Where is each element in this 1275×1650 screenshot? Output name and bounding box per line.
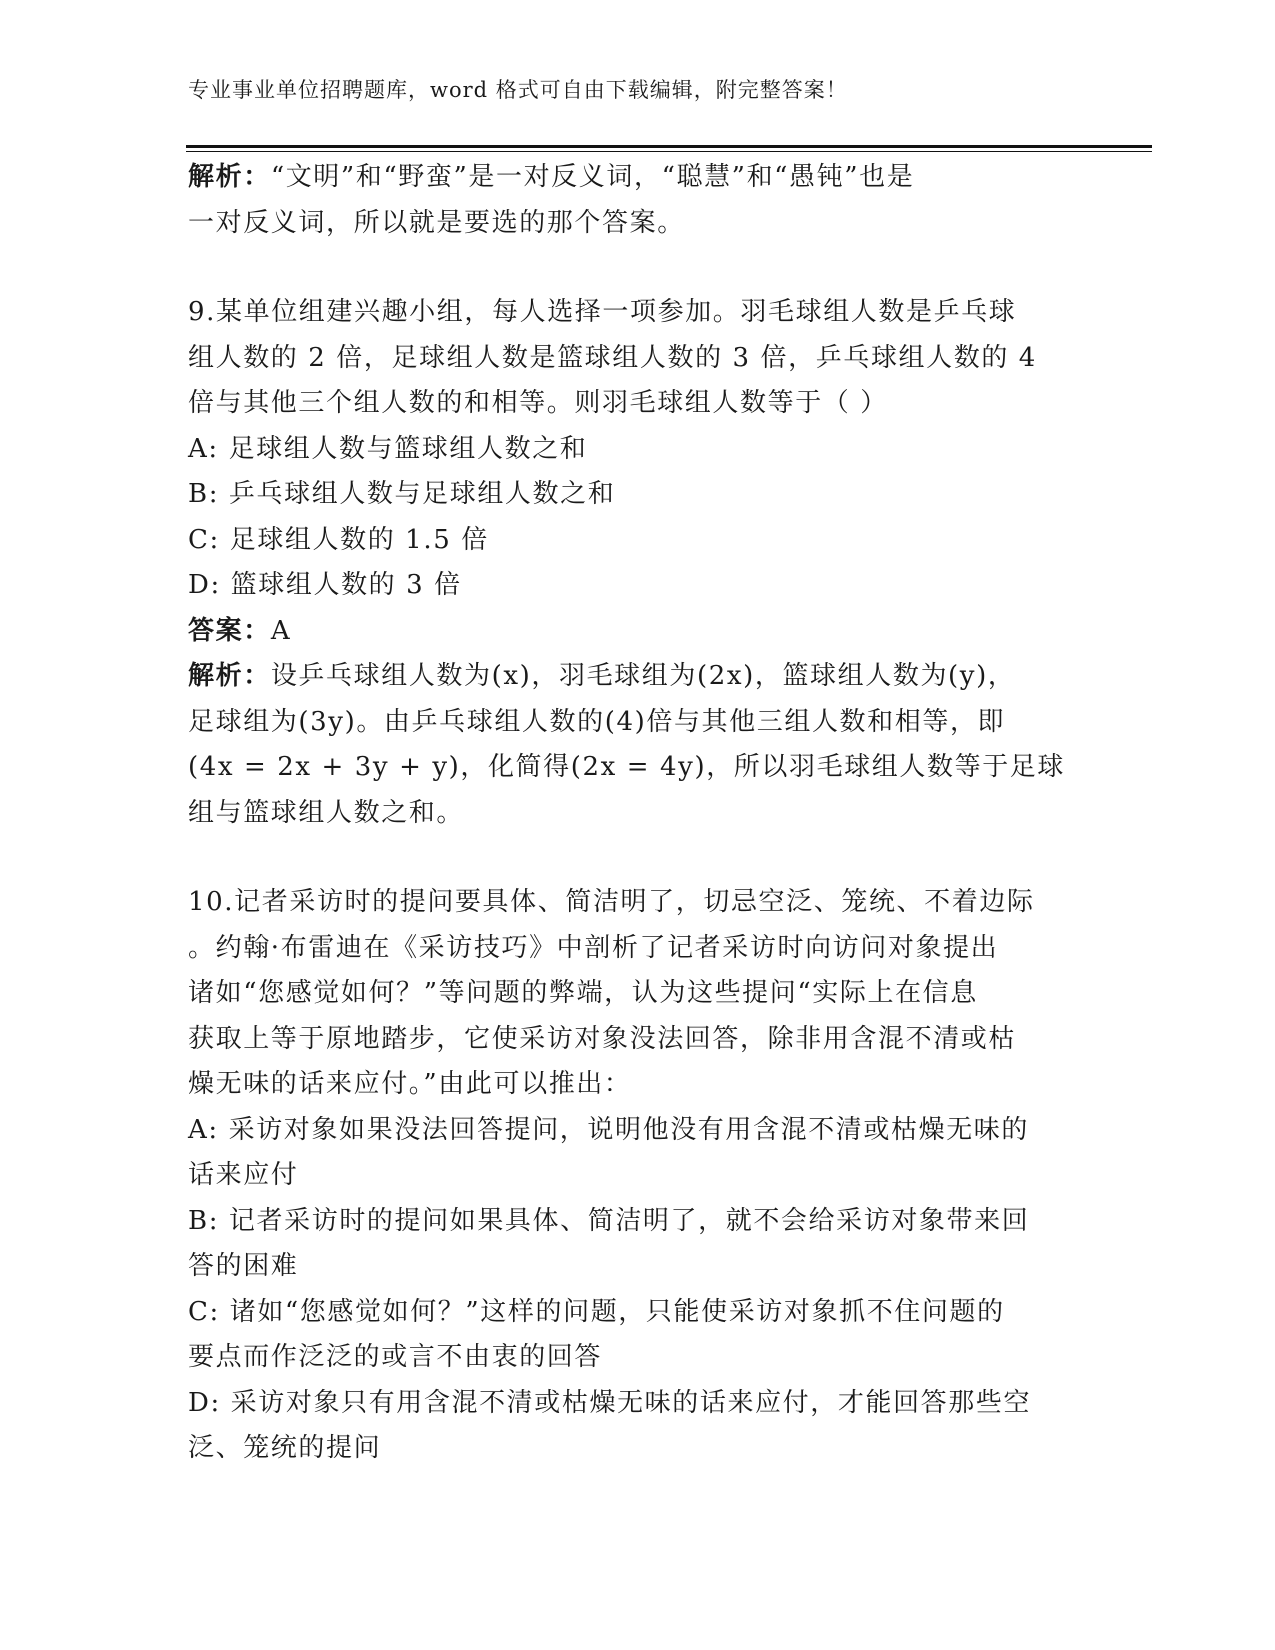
analysis-label: 解析： <box>188 661 271 691</box>
prev-analysis-line-2: 一对反义词，所以就是要选的那个答案。 <box>188 207 685 238</box>
prev-analysis-line-1: 解析：“文明”和“野蛮”是一对反义词，“聪慧”和“愚钝”也是 <box>188 162 915 192</box>
q10-stem-line-4: 获取上等于原地踏步，它使采访对象没法回答，除非用含混不清或枯 <box>188 1023 1017 1054</box>
answer-label: 答案： <box>188 615 271 646</box>
analysis-label: 解析： <box>188 162 271 192</box>
q10-stem-line-3: 诸如“您感觉如何？”等问题的弊端，认为这些提问“实际上在信息 <box>188 978 978 1008</box>
q9-stem-line-2: 组人数的 2 倍，足球组人数是篮球组人数的 3 倍，乒乓球组人数的 4 <box>188 342 1037 373</box>
q10-stem-line-1: 10.记者采访时的提问要具体、简洁明了，切忌空泛、笼统、不着边际 <box>188 887 1035 917</box>
q9-analysis-line-4: 组与篮球组人数之和。 <box>188 797 465 828</box>
q10-option-c-line-1: C: 诸如“您感觉如何？”这样的问题，只能使采访对象抓不住问题的 <box>188 1296 1005 1327</box>
document-body <box>188 155 1088 1472</box>
q9-option-c: C: 足球组人数的 1.5 倍 <box>188 524 489 555</box>
header-rule-thick <box>186 145 1152 148</box>
q10-option-d-line-1: D: 采访对象只有用含混不清或枯燥无味的话来应付，才能回答那些空 <box>188 1387 1032 1418</box>
q9-analysis-line-1: 解析：设乒乓球组人数为(x)，羽毛球组为(2x)，篮球组人数为(y)， <box>188 661 1016 691</box>
q10-option-a-line-2: 话来应付 <box>188 1160 299 1190</box>
q9-analysis-line-3: (4x = 2x + 3y + y)，化简得(2x = 4y)，所以羽毛球组人数等于足球 <box>188 752 1065 782</box>
q9-answer <box>188 609 1088 655</box>
q9-stem-line-1: 9.某单位组建兴趣小组，每人选择一项参加。羽毛球组人数是乒乓球 <box>188 297 1017 327</box>
q10-option-b-line-2: 答的困难 <box>188 1251 299 1281</box>
q9-option-b: B: 乒乓球组人数与足球组人数之和 <box>188 479 616 509</box>
q10-option-b-line-1: B: 记者采访时的提问如果具体、简洁明了，就不会给采访对象带来回 <box>188 1205 1030 1236</box>
answer-value: A <box>270 615 292 646</box>
q10-option-a-line-1: A: 采访对象如果没法回答提问，说明他没有用含混不清或枯燥无味的 <box>188 1114 1030 1145</box>
q10-option-c-line-2: 要点而作泛泛的或言不由衷的回答 <box>188 1342 603 1372</box>
q9-stem-line-3: 倍与其他三个组人数的和相等。则羽毛球组人数等于（ ） <box>188 388 888 418</box>
q9-option-d: D: 篮球组人数的 3 倍 <box>188 570 462 600</box>
q10-stem-line-2: 。约翰·布雷迪在《采访技巧》中剖析了记者采访时向访问对象提出 <box>188 932 999 963</box>
page-header: 专业事业单位招聘题库，word 格式可自由下载编辑，附完整答案！ <box>188 78 848 102</box>
header-rule-thin <box>186 151 1152 152</box>
q9-analysis-line-2: 足球组为(3y)。由乒乓球组人数的(4)倍与其他三组人数和相等，即 <box>188 706 1006 737</box>
q9-option-a: A: 足球组人数与篮球组人数之和 <box>188 433 588 464</box>
q10-stem-line-5: 燥无味的话来应付。”由此可以推出： <box>188 1069 632 1099</box>
q10-option-d-line-2: 泛、笼统的提问 <box>188 1433 382 1463</box>
